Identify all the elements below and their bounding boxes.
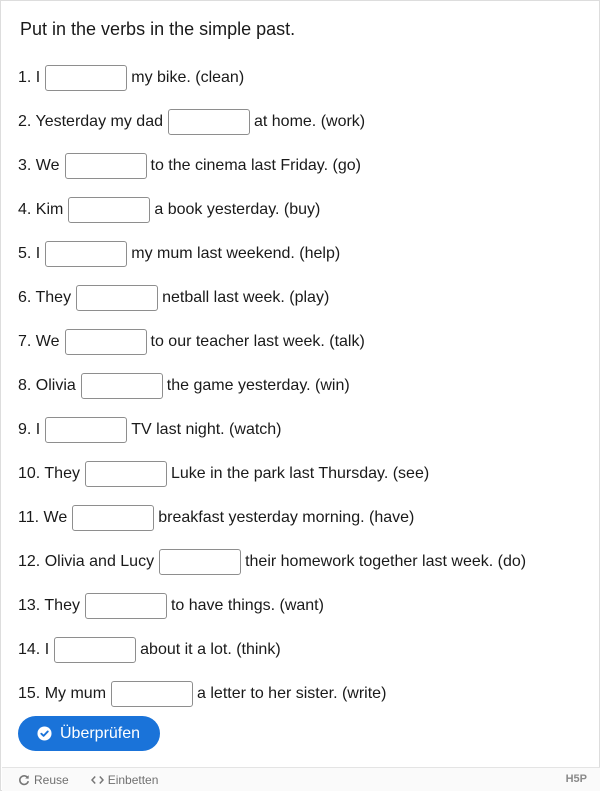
h5p-logo[interactable]: H5P (565, 773, 587, 785)
question-2 (18, 100, 588, 144)
answer-input-3[interactable] (65, 153, 147, 179)
answer-input-1[interactable] (45, 65, 127, 91)
question-6 (18, 276, 588, 320)
code-icon (91, 775, 104, 785)
question-text-before: 2. Yesterday my dad (18, 113, 163, 130)
reuse-link[interactable] (18, 773, 69, 787)
embed-label: Einbetten (107, 772, 159, 787)
question-3 (18, 144, 588, 188)
question-text-after: netball last week. (play) (162, 289, 330, 306)
question-text-after: to have things. (want) (170, 597, 324, 614)
question-text-after: breakfast yesterday morning. (have) (158, 509, 415, 526)
question-5 (18, 232, 588, 276)
question-text-before: 7. We (18, 333, 60, 350)
question-text-before: 4. Kim (18, 201, 64, 218)
question-list (18, 56, 588, 716)
question-text-before: 1. I (18, 69, 41, 86)
question-text-before: 10. They (18, 465, 80, 482)
embed-link[interactable] (91, 773, 159, 787)
question-text-after: their homework together last week. (do) (245, 553, 527, 570)
refresh-icon (18, 774, 30, 786)
question-text-after: at home. (work) (253, 113, 366, 130)
question-text-before: 3. We (18, 157, 60, 174)
answer-input-10[interactable] (85, 461, 167, 487)
question-text-before: 9. I (18, 421, 41, 438)
footer-bar (2, 767, 600, 791)
answer-input-5[interactable] (45, 241, 127, 267)
question-text-before: 5. I (18, 245, 41, 262)
answer-input-14[interactable] (54, 637, 136, 663)
question-text-after: a letter to her sister. (write) (197, 685, 387, 702)
question-text-after: my bike. (clean) (131, 69, 245, 86)
question-text-before: 12. Olivia and Lucy (18, 553, 155, 570)
answer-input-9[interactable] (45, 417, 127, 443)
answer-input-8[interactable] (81, 373, 163, 399)
question-7 (18, 320, 588, 364)
check-button[interactable] (18, 716, 160, 751)
question-text-after: TV last night. (watch) (131, 421, 282, 438)
question-text-after: to our teacher last week. (talk) (150, 333, 365, 350)
question-1 (18, 56, 588, 100)
question-9 (18, 408, 588, 452)
question-text-before: 15. My mum (18, 685, 107, 702)
answer-input-7[interactable] (65, 329, 147, 355)
question-11 (18, 496, 588, 540)
check-button-label: Überprüfen (60, 724, 141, 742)
question-text-before: 13. They (18, 597, 80, 614)
answer-input-15[interactable] (111, 681, 193, 707)
answer-input-2[interactable] (168, 109, 250, 135)
question-13 (18, 584, 588, 628)
question-10 (18, 452, 588, 496)
answer-input-6[interactable] (76, 285, 158, 311)
question-4 (18, 188, 588, 232)
question-15 (18, 672, 588, 716)
reuse-label: Reuse (34, 772, 69, 787)
question-text-after: to the cinema last Friday. (go) (150, 157, 361, 174)
question-text-after: about it a lot. (think) (140, 641, 281, 658)
question-text-after: my mum last weekend. (help) (131, 245, 341, 262)
question-text-before: 14. I (18, 641, 50, 658)
answer-input-12[interactable] (159, 549, 241, 575)
answer-input-4[interactable] (68, 197, 150, 223)
question-14 (18, 628, 588, 672)
question-12 (18, 540, 588, 584)
question-text-before: 11. We (18, 509, 68, 526)
question-text-after: Luke in the park last Thursday. (see) (170, 465, 430, 482)
question-text-before: 8. Olivia (18, 377, 76, 394)
question-text-after: a book yesterday. (buy) (154, 201, 321, 218)
answer-input-11[interactable] (72, 505, 154, 531)
answer-input-13[interactable] (85, 593, 167, 619)
question-8 (18, 364, 588, 408)
check-circle-icon (37, 726, 52, 741)
question-text-after: the game yesterday. (win) (166, 377, 350, 394)
question-text-before: 6. They (18, 289, 72, 306)
task-instruction: Put in the verbs in the simple past. (20, 19, 296, 39)
